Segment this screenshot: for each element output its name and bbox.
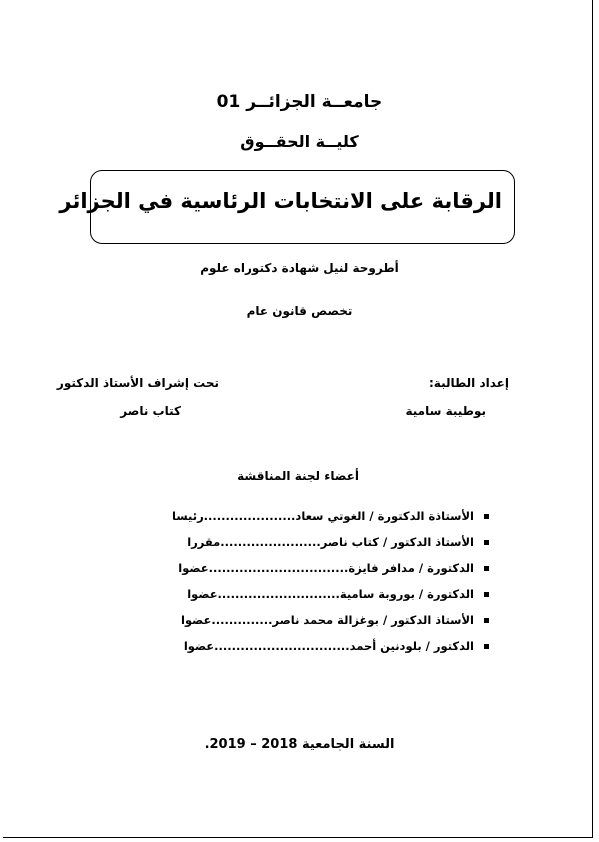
committee-member	[172, 529, 489, 555]
supervision-label: تحت إشراف الأستاذ الدكتور	[56, 376, 219, 390]
supervisor-name: كتاب ناصر	[120, 404, 181, 418]
member-text: الدكتورة / بوروبة سامية............................عضوا	[187, 587, 474, 601]
bullet-square-icon	[484, 644, 489, 649]
specialization: تخصص قانون عام	[246, 304, 353, 318]
academic-year: السنة الجامعية 2018 – 2019.	[204, 737, 395, 752]
member-text: الأستاذ الدكتور / كتاب ناصر.......................مقررا	[187, 535, 474, 549]
member-text: الدكتورة / مدافر فايزة................................عضوا	[178, 561, 474, 575]
committee-member	[172, 633, 489, 659]
committee-member	[172, 607, 489, 633]
preparation-label: إعداد الطالبة:	[429, 376, 509, 390]
page-border	[3, 0, 593, 838]
bullet-square-icon	[484, 618, 489, 623]
bullet-square-icon	[484, 592, 489, 597]
bullet-square-icon	[484, 566, 489, 571]
committee-member	[172, 503, 489, 529]
title-box	[59, 170, 515, 244]
committee-title: أعضاء لجنة المناقشة	[237, 469, 359, 483]
bullet-square-icon	[484, 540, 489, 545]
thesis-type: أطروحة لنيل شهادة دكتوراه علوم	[200, 261, 399, 275]
member-text: الأستاذة الدكتورة / الغوتي سعاد.....................رئيسا	[172, 509, 474, 523]
university-name: جامعــة الجزائــر 01	[216, 92, 383, 112]
committee-list	[172, 503, 489, 659]
faculty-name: كليــة الحقــوق	[240, 132, 359, 151]
thesis-title: الرقابة على الانتخابات الرئاسية في الجزائر	[59, 189, 502, 213]
committee-member	[172, 581, 489, 607]
student-name: بوطيبة سامية	[405, 404, 486, 418]
member-text: الدكتور / بلودنين أحمد...............................عضوا	[183, 639, 474, 653]
member-text: الأستاذ الدكتور / بوغزالة محمد ناصر..............عضوا	[181, 613, 474, 627]
bullet-square-icon	[484, 514, 489, 519]
committee-member	[172, 555, 489, 581]
